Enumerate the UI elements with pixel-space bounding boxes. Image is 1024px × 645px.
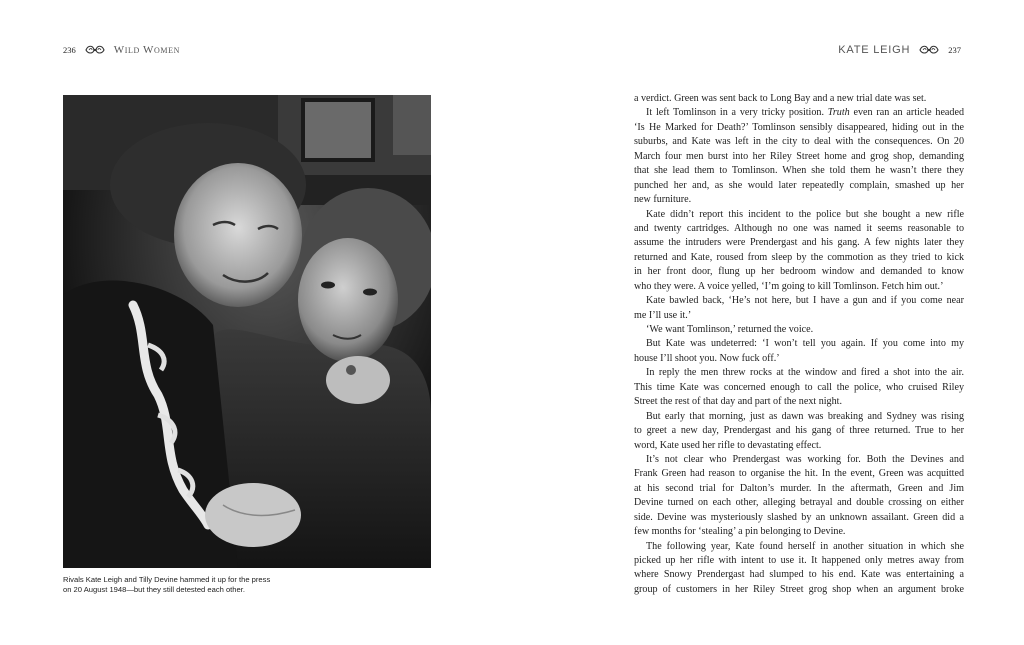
body-text-line: It left Tomlinson in a very tricky position. Truth even ran an article headed: [646, 107, 964, 119]
body-text-line: returned and Kate, roused from sleep by the commotion as they tried to kick: [634, 251, 964, 263]
body-text-line: Kate bawled back, ‘He’s not here, but I have a gun and if you come near: [646, 295, 964, 307]
body-text-line: word, Kate used her rifle to devastating effect.: [634, 439, 822, 451]
body-text-line: This time Kate was concerned enough to call the police, who cruised Riley: [634, 381, 964, 393]
body-text-line: Frank Green had reason to organise the hit. In the event, Green was acquitted: [634, 468, 964, 480]
body-text-line: assume the intruders were Prendergast and his gang. A few nights later they: [634, 237, 964, 249]
body-text-line: Kate didn’t report this incident to the police but she bought a new rifle: [646, 208, 964, 220]
body-text-line: But early that morning, just as dawn was breaking and Sydney was rising: [646, 410, 964, 422]
page-number-left: 236: [63, 45, 76, 55]
body-text-line: Devine turned on each other, alleging betrayal and double crossing on either: [634, 497, 964, 509]
body-text-line: that she lead them to Tomlinson. When she told them he wasn’t there they: [634, 165, 964, 177]
running-head-right: [838, 44, 961, 56]
body-text-line: side. Devine was mysteriously slashed by an unknown assailant. Green did a: [634, 511, 964, 523]
body-text-line: a verdict. Green was sent back to Long Bay and a new trial date was set.: [634, 93, 927, 104]
body-text-line: The following year, Kate found herself in another situation in which she: [646, 540, 964, 552]
caption-line: on 20 August 1948—but they still detested each other.: [63, 585, 245, 594]
body-text-line: ‘Is He Marked for Death?’ Tomlinson sensibly disappeared, hiding out in the: [634, 121, 964, 133]
body-text-line: picked up her rifle with intent to use it. It happened only metres away from: [634, 555, 964, 566]
body-text-line: Street the rest of that day and part of the next night.: [634, 396, 842, 408]
body-text-line: and twenty cartridges. Although no one was named it seems reasonable to: [634, 222, 964, 234]
running-head-left: [63, 44, 180, 56]
body-text-line: where Snowy Prendergast had slumped to his end. Kate was entertaining a: [634, 569, 964, 581]
body-text-line: group of customers in her Riley Street grog shop when an argument broke: [634, 583, 964, 595]
newspaper-title: Truth: [827, 107, 850, 119]
running-head-title-right: KATE LEIGH: [838, 44, 911, 56]
photo-caption: [63, 575, 363, 595]
body-text-line: March four men burst into her Riley Street home and grog shop, demanding: [634, 150, 964, 162]
body-text-line: few months for ‘stealing’ a pin belonging to Devine.: [634, 526, 846, 538]
body-text-line: suburbs, and Kate was left in the city to deal with the consequences. On 20: [634, 136, 964, 148]
photograph-image: [63, 95, 431, 568]
body-text-line: punched her and, as she would later repeatedly complain, smashed up her: [634, 179, 964, 191]
caption-line: Rivals Kate Leigh and Tilly Devine hammed it up for the press: [63, 575, 271, 584]
body-text-line: me I’ll use it.’: [634, 309, 692, 321]
body-text-line: to greet a new day, Prendergast and his gang of three returned. True to her: [634, 425, 964, 437]
body-text-line: But Kate was undeterred: ‘I won’t tell you again. If you come into my: [646, 338, 964, 350]
right-page: [512, 0, 1024, 645]
fleuron-ornament-icon: [85, 45, 105, 55]
fleuron-ornament-icon: [919, 45, 939, 55]
photo-kate-leigh-tilly-devine: [63, 95, 431, 568]
body-text-line: It’s not clear who Prendergast was working for. Both the Devines and: [646, 453, 964, 465]
running-head-title-left: Wild Women: [113, 44, 180, 56]
body-text-line: at his second trial for Dalton’s murder. In the aftermath, Green and Jim: [634, 482, 964, 494]
body-text-line: In reply the men threw rocks at the window and fired a shot into the air.: [646, 367, 964, 379]
body-text-line: ‘We want Tomlinson,’ returned the voice.: [646, 324, 814, 335]
body-text-line: house I’ll shoot you. Now fuck off.’: [634, 352, 780, 364]
page-number-right: 237: [948, 45, 961, 55]
body-text: [634, 92, 964, 597]
body-text-line: in her front door, flung up her bedroom window and demanded to know: [634, 266, 964, 278]
body-text-line: new furniture.: [634, 194, 692, 206]
body-text-line: who they were. A voice yelled, ‘I’m going to kill Tomlinson. Fetch him out.’: [634, 280, 944, 292]
